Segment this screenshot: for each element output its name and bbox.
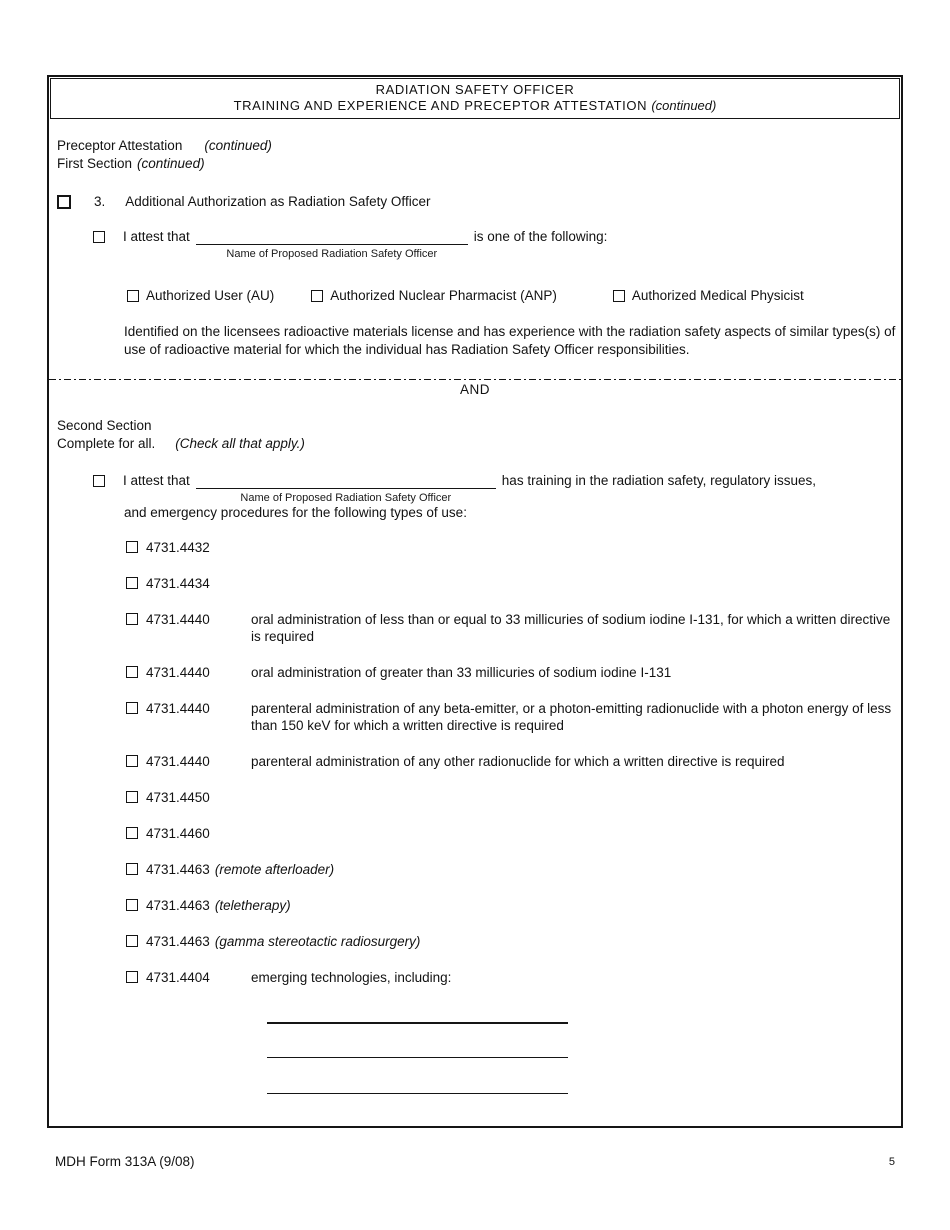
- authorized-medical-physicist-checkbox[interactable]: [613, 290, 625, 302]
- attest2-prefix: I attest that: [123, 473, 190, 488]
- checkbox-4731-4440-parenteral-beta[interactable]: [126, 702, 138, 714]
- rule-code: 4731.4440: [146, 665, 210, 680]
- checkbox-4731-4404-emerging[interactable]: [126, 971, 138, 983]
- use-type-row-4450: [126, 789, 893, 806]
- use-type-row-4440-parenteral-beta: [126, 700, 893, 734]
- checkbox-4731-4463-teletherapy[interactable]: [126, 899, 138, 911]
- rule-code: 4731.4463: [146, 862, 210, 877]
- use-type-row-4463-gamma-stereotactic: [126, 933, 893, 950]
- authorized-medical-physicist-label: Authorized Medical Physicist: [631, 288, 804, 303]
- checkbox-4731-4460[interactable]: [126, 827, 138, 839]
- rule-code: 4731.4450: [146, 790, 210, 805]
- section3-attest-checkbox[interactable]: [93, 231, 105, 243]
- rule-code: 4731.4463: [146, 934, 210, 949]
- use-type-list: [126, 539, 893, 986]
- form-title-line2: TRAINING AND EXPERIENCE AND PRECEPTOR ATTESTATION (continued): [233, 98, 717, 113]
- preceptor-continued: (continued): [204, 138, 272, 153]
- page-number: 5: [888, 1156, 895, 1168]
- form-id: MDH Form 313A (9/08): [55, 1154, 195, 1169]
- form-title-continued: (continued): [651, 98, 717, 113]
- rule-code: 4731.4440: [146, 701, 210, 716]
- rule-code: 4731.4432: [146, 540, 210, 555]
- use-type-row-4440-parenteral-other: [126, 753, 893, 770]
- rule-code-qualifier: (gamma stereotactic radiosurgery): [214, 934, 421, 949]
- write-in-line-2[interactable]: [267, 1057, 568, 1058]
- use-type-row-4460: [126, 825, 893, 842]
- second-section-subheading: Complete for all. (Check all that apply.): [57, 436, 305, 451]
- second-section-attest-checkbox[interactable]: [93, 475, 105, 487]
- attest-prefix: I attest that: [123, 229, 190, 244]
- second-section-heading: [57, 417, 893, 453]
- use-description: parenteral administration of any other radionuclide for which a written directive is required: [251, 754, 785, 769]
- proposed-rso-name-field[interactable]: [196, 230, 468, 260]
- checkbox-4731-4440-oral-le33[interactable]: [126, 613, 138, 625]
- use-type-row-4440-oral-gt33: [126, 664, 893, 681]
- use-type-row-4434: [126, 575, 893, 592]
- rule-code: 4731.4434: [146, 576, 210, 591]
- authorized-nuclear-pharmacist-label: Authorized Nuclear Pharmacist (ANP): [330, 288, 557, 303]
- form-title-box: [50, 78, 900, 119]
- check-all-that-apply: (Check all that apply.): [175, 436, 305, 451]
- use-description: oral administration of greater than 33 millicuries of sodium iodine I-131: [251, 665, 672, 680]
- use-type-row-4463-remote-afterloader: [126, 861, 893, 878]
- emerging-technologies-write-in-lines: [267, 1022, 893, 1094]
- authorized-user-checkbox[interactable]: [127, 290, 139, 302]
- use-type-row-4463-teletherapy: [126, 897, 893, 914]
- dash-dot-divider: [49, 378, 901, 380]
- use-type-row-4440-oral-le33: [126, 611, 893, 645]
- option-authorized-nuclear-pharmacist: [311, 288, 557, 303]
- rule-code-qualifier: (teletherapy): [214, 898, 291, 913]
- and-label: AND: [459, 382, 490, 397]
- attest2-suffix: has training in the radiation safety, regulatory issues,: [501, 473, 816, 488]
- section3-number: 3.: [94, 194, 106, 209]
- rule-code: 4731.4440: [146, 612, 210, 627]
- authorized-user-label: Authorized User (AU): [146, 288, 275, 303]
- option-authorized-medical-physicist: [613, 288, 804, 303]
- rule-code: 4731.4463: [146, 898, 210, 913]
- form-outer-box: [47, 75, 903, 1128]
- section3-title: Additional Authorization as Radiation Safety Officer: [125, 194, 431, 209]
- second-section-title: Second Section: [57, 418, 152, 433]
- rule-code: 4731.4440: [146, 754, 210, 769]
- rule-code: 4731.4404: [146, 970, 210, 985]
- authorization-options-row: [127, 288, 893, 303]
- attest2-continuation: and emergency procedures for the following types of use:: [124, 505, 467, 520]
- use-description: emerging technologies, including:: [251, 970, 452, 985]
- section3-checkbox[interactable]: [57, 195, 71, 209]
- option-authorized-user: [127, 288, 274, 303]
- name-field-caption-2: Name of Proposed Radiation Safety Officer: [240, 492, 452, 504]
- section3-paragraph: Identified on the licensees radioactive materials license and has experience with the radiation safety aspects of similar types(s) of use of radioactive material for which the individual has Radiation Safety Officer responsibilities.: [124, 324, 896, 357]
- authorized-nuclear-pharmacist-checkbox[interactable]: [311, 290, 323, 302]
- page-footer: [55, 1154, 895, 1169]
- rule-code: 4731.4460: [146, 826, 210, 841]
- use-type-row-4432: [126, 539, 893, 556]
- checkbox-4731-4463-gamma-stereotactic[interactable]: [126, 935, 138, 947]
- checkbox-4731-4463-remote-afterloader[interactable]: [126, 863, 138, 875]
- first-section-continued: (continued): [137, 156, 205, 171]
- form-title-line1: RADIATION SAFETY OFFICER: [375, 82, 575, 97]
- proposed-rso-name-field-2[interactable]: [196, 474, 496, 504]
- second-section-attest-row: [93, 472, 893, 502]
- section3-attest-row: [93, 228, 893, 258]
- use-description: oral administration of less than or equal to 33 millicuries of sodium iodine I-131, for which a written directive is required: [251, 612, 891, 644]
- use-description: parenteral administration of any beta-emitter, or a photon-emitting radionuclide with a photon energy of less than 150 keV for which a written directive is required: [251, 701, 892, 733]
- attest-suffix: is one of the following:: [473, 229, 608, 244]
- section3-header-row: [57, 194, 893, 209]
- checkbox-4731-4440-parenteral-other[interactable]: [126, 755, 138, 767]
- checkbox-4731-4450[interactable]: [126, 791, 138, 803]
- preceptor-attestation-line: Preceptor Attestation (continued): [57, 138, 272, 153]
- write-in-line-3[interactable]: [267, 1093, 568, 1094]
- write-in-line-1[interactable]: [267, 1022, 568, 1024]
- use-type-row-4404-emerging: [126, 969, 893, 986]
- preceptor-heading: [57, 137, 893, 173]
- checkbox-4731-4434[interactable]: [126, 577, 138, 589]
- first-section-line: First Section (continued): [57, 156, 205, 171]
- checkbox-4731-4432[interactable]: [126, 541, 138, 553]
- rule-code-qualifier: (remote afterloader): [214, 862, 335, 877]
- name-field-caption: Name of Proposed Radiation Safety Officer: [226, 248, 438, 260]
- checkbox-4731-4440-oral-gt33[interactable]: [126, 666, 138, 678]
